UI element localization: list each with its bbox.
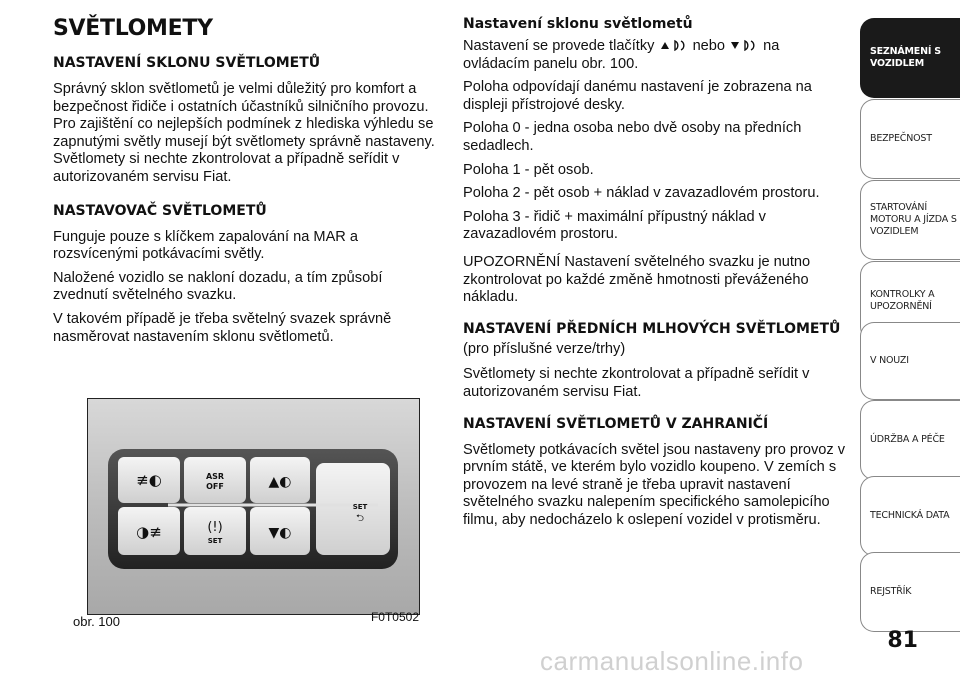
paragraph-display: Poloha odpovídají danému nastavení je zobrazena na displeji přístrojové desky. <box>463 79 812 113</box>
control-panel-illustration <box>88 399 420 615</box>
paragraph-buttons <box>463 38 848 73</box>
headlight-up-icon <box>659 38 689 52</box>
headlight-down-icon <box>729 38 759 52</box>
paragraph-position-0: Poloha 0 - jedna osoba nebo dvě osoby na předních sedadlech. <box>463 120 802 154</box>
tab-label: SEZNÁMENÍ S VOZIDLEM <box>870 46 941 69</box>
tab-label: REJSTŘÍK <box>870 586 912 597</box>
tab-label: KONTROLKY A UPOZORNĚNÍ <box>870 289 935 312</box>
right-column <box>463 16 848 535</box>
paragraph-tilt: Správný sklon světlometů je velmi důležitý pro komfort a bezpečnost řidiče i ostatních účastníků silničního provozu. Pro zajištění co nejlepších podmínek z hlediska výhledu se zapnutými světly musejí být světlomety správně nastaveny. Světlomety si nechte zkontrolovat a případně seřídit v autorizovaném servisu Fiat. <box>53 81 435 185</box>
paragraph-fog: Světlomety si nechte zkontrolovat a případně seřídit v autorizovaném servisu Fiat. <box>463 366 810 400</box>
tab-v-nouzi[interactable] <box>860 322 960 400</box>
tpms-icon: (!) <box>207 520 223 535</box>
text-part: na ovládacím panelu obr. 100. <box>463 38 780 72</box>
paragraph-warning: UPOZORNĚNÍ Nastavení světelného svazku je nutno zkontrolovat po každé změně hmotnosti převáženého nákladu. <box>463 253 811 306</box>
figure-caption: obr. 100 <box>73 614 120 629</box>
left-column <box>53 16 438 352</box>
paragraph-position-2: Poloha 2 - pět osob + náklad v zavazadlovém prostoru. <box>463 185 820 202</box>
tab-label: STARTOVÁNÍ MOTORU A JÍZDA S VOZIDLEM <box>870 202 957 237</box>
paragraph-position-1: Poloha 1 - pět osob. <box>463 161 594 178</box>
heading-headlight-tilt: NASTAVENÍ SKLONU SVĚTLOMETŮ <box>53 55 321 71</box>
paragraph-abroad: Světlomety potkávacích světel jsou nastaveny pro provoz v prvním státě, ve kterém bylo vozidlo koupeno. V zemích s provozem na levé straně je třeba upravit nastavení světelného svazku nalepením specifického samolepicího filmu, aby nedocházelo k oslepení vozidel v protisměru. <box>463 441 846 528</box>
tab-startovani[interactable] <box>860 180 960 260</box>
rear-fog-icon: ◑≢ <box>136 523 162 541</box>
chapter-tabs <box>860 0 960 678</box>
front-fog-icon: ≢◐ <box>136 471 162 489</box>
control-panel-photo <box>87 398 420 615</box>
tab-bezpecnost[interactable] <box>860 99 960 179</box>
subheading-tilt-setting: Nastavení sklonu světlometů <box>463 16 693 32</box>
tab-label: ÚDRŽBA A PÉČE <box>870 434 945 445</box>
tab-label: V NOUZI <box>870 355 909 366</box>
asr-label: ASR <box>205 472 225 481</box>
tab-technicka-data[interactable] <box>860 476 960 556</box>
heading-abroad: NASTAVENÍ SVĚTLOMETŮ V ZAHRANIČÍ <box>463 415 769 432</box>
tab-seznameni[interactable] <box>860 18 960 98</box>
page-number: 81 <box>887 628 918 653</box>
tab-rejstrik[interactable] <box>860 552 960 632</box>
paragraph-position-3: Poloha 3 - řidič + maximální přípustný náklad v zavazadlovém prostoru. <box>463 208 766 243</box>
paragraph-fog-note: (pro příslušné verze/trhy) <box>463 340 626 357</box>
tab-label: BEZPEČNOST <box>870 133 932 144</box>
headlight-up-icon: ▲◐ <box>268 474 292 490</box>
figure-code: F0T0502 <box>370 610 419 624</box>
set-arrow-icon: ⮌ <box>355 513 365 524</box>
text-part: nebo <box>692 38 726 54</box>
heading-leveller: NASTAVOVAČ SVĚTLOMETŮ <box>53 202 267 219</box>
tab-udrzba[interactable] <box>860 400 960 480</box>
watermark: carmanualsonline.info <box>540 646 804 676</box>
page-title: SVĚTLOMETY <box>53 16 213 41</box>
heading-fog-lights: NASTAVENÍ PŘEDNÍCH MLHOVÝCH SVĚTLOMETŮ <box>463 320 841 337</box>
tpms-set-label: SET <box>207 537 223 545</box>
text-part: Nastavení se provede tlačítky <box>463 38 655 54</box>
tab-label: TECHNICKÁ DATA <box>870 510 950 521</box>
paragraph-leveller-3: V takovém případě je třeba světelný svazek správně nasměrovat nastavením sklonu světlometů. <box>53 310 392 345</box>
paragraph-leveller-2: Naložené vozidlo se nakloní dozadu, a tím způsobí zvednutí světelného svazku. <box>53 269 383 304</box>
paragraph-leveller-1: Funguje pouze s klíčkem zapalování na MAR a rozsvícenými potkávacími světly. <box>53 228 359 263</box>
off-label: OFF <box>206 482 224 491</box>
figure-control-panel <box>53 398 423 630</box>
headlight-down-icon: ▼◐ <box>268 525 292 541</box>
set-label: SET <box>352 503 368 511</box>
